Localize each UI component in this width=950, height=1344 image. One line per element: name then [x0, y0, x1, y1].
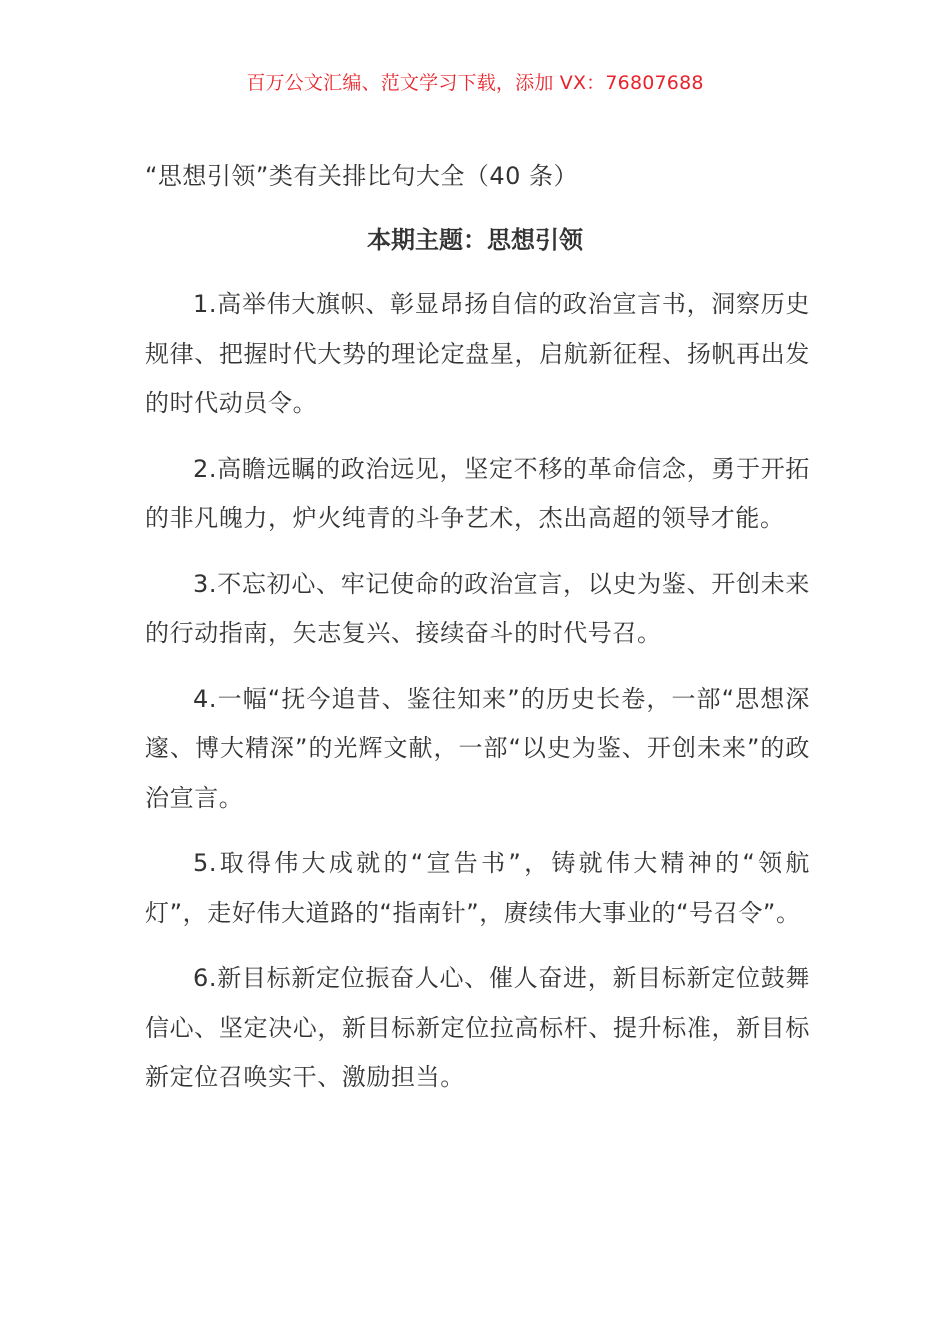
document-subject: 本期主题：思想引领 [367, 226, 583, 254]
list-item: 6.新目标新定位振奋人心、催人奋进，新目标新定位鼓舞信心、坚定决心，新目标新定位拉高标杆、提升标准，新目标新定位召唤实干、激励担当。 [145, 964, 810, 1091]
list-item: 4.一幅“抚今追昔、鉴往知来”的历史长卷，一部“思想深邃、博大精深”的光辉文献，一部“以史为鉴、开创未来”的政治宣言。 [145, 684, 810, 812]
list-item: 2.高瞻远瞩的政治远见，坚定不移的革命信念，勇于开拓的非凡魄力，炉火纯青的斗争艺术，杰出高超的领导才能。 [145, 454, 810, 532]
document-title: “思想引领”类有关排比句大全（40 条） [145, 162, 579, 190]
header-watermark-note: 百万公文汇编、范文学习下载，添加 VX：76807688 [246, 72, 704, 94]
list-item: 3.不忘初心、牢记使命的政治宣言，以史为鉴、开创未来的行动指南，矢志复兴、接续奋斗的时代号召。 [145, 569, 810, 647]
list-item: 5.取得伟大成就的“宣告书”，铸就伟大精神的“领航灯”，走好伟大道路的“指南针”，赓续伟大事业的“号召令”。 [145, 849, 810, 927]
item-list [145, 280, 810, 1119]
list-item: 1.高举伟大旗帜、彰显昂扬自信的政治宣言书，洞察历史规律、把握时代大势的理论定盘星，启航新征程、扬帆再出发的时代动员令。 [145, 290, 810, 417]
